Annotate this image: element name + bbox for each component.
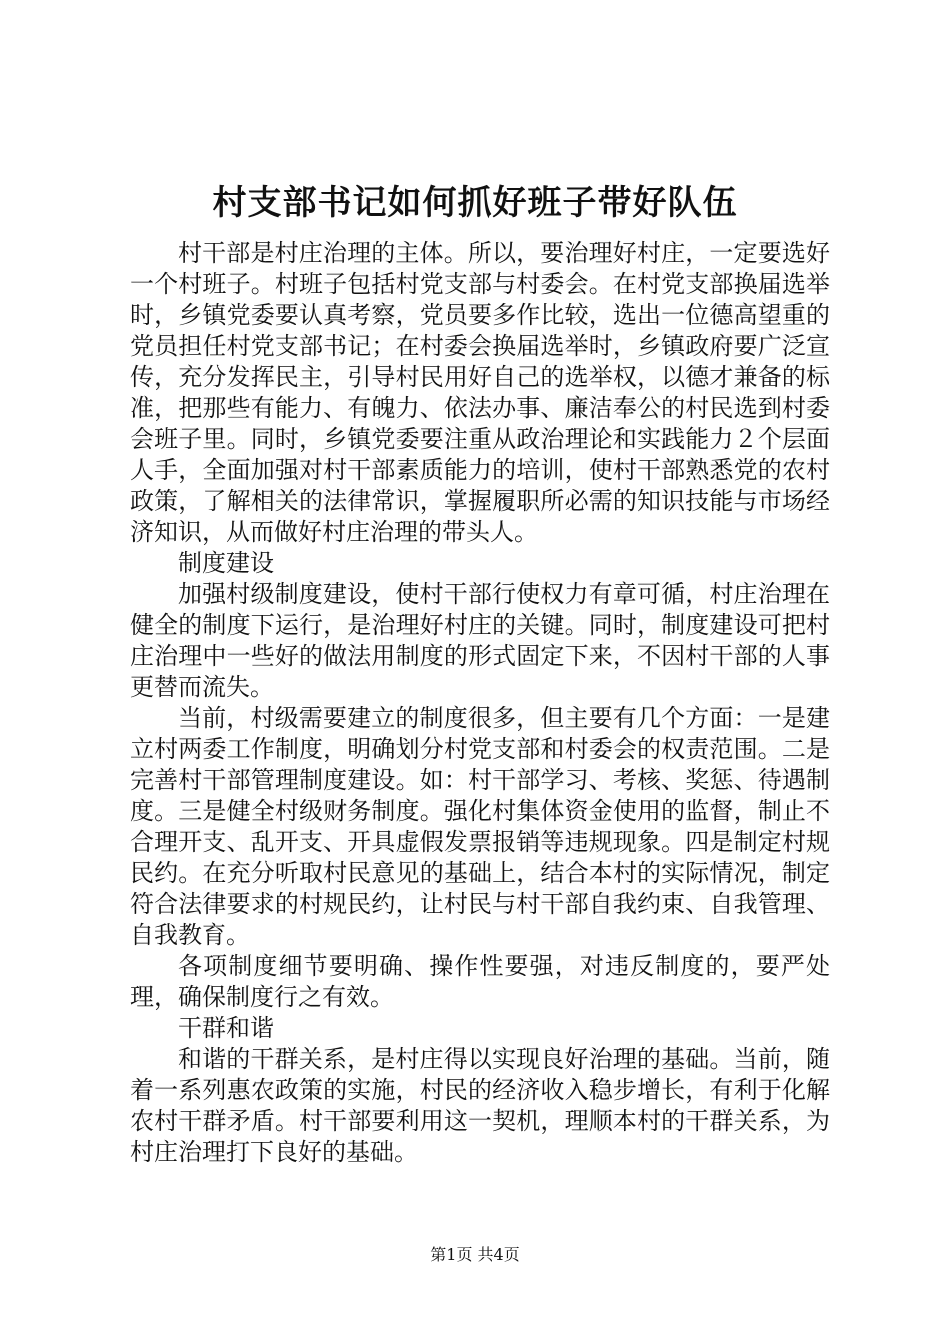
- paragraph-system-intro: 加强村级制度建设，使村干部行使权力有章可循，村庄治理在健全的制度下运行，是治理好村庄的关键。同时，制度建设可把村庄治理中一些好的做法用制度的形式固定下来，不因村干部的人事更替而流失。: [130, 580, 830, 701]
- document-body: [130, 238, 830, 1168]
- section-heading-system: 制度建设: [178, 549, 274, 577]
- paragraph-system-aspects: 当前，村级需要建立的制度很多，但主要有几个方面：一是建立村两委工作制度，明确划分村党支部和村委会的权责范围。二是完善村干部管理制度建设。如：村干部学习、考核、奖惩、待遇制度。三是健全村级财务制度。强化村集体资金使用的监督，制止不合理开支、乱开支、开具虚假发票报销等违规现象。四是制定村规民约。在充分听取村民意见的基础上，结合本村的实际情况，制定符合法律要求的村规民约，让村民与村干部自我约束、自我管理、自我教育。: [130, 704, 830, 949]
- paragraph-system-details: 各项制度细节要明确、操作性要强，对违反制度的，要严处理，确保制度行之有效。: [130, 952, 830, 1011]
- document-title: 村支部书记如何抓好班子带好队伍: [212, 183, 738, 223]
- page-number: 第1页 共4页: [430, 1245, 520, 1264]
- paragraph-intro: 村干部是村庄治理的主体。所以，要治理好村庄，一定要选好一个村班子。村班子包括村党支部与村委会。在村党支部换届选举时，乡镇党委要认真考察，党员要多作比较，选出一位德高望重的党员担任村党支部书记；在村委会换届选举时，乡镇政府要广泛宣传，充分发挥民主，引导村民用好自己的选举权，以德才兼备的标准，把那些有能力、有魄力、依法办事、廉洁奉公的村民选到村委会班子里。同时，乡镇党委要注重从政治理论和实践能力２个层面人手，全面加强对村干部素质能力的培训，使村干部熟悉党的农村政策，了解相关的法律常识，掌握履职所必需的知识技能与市场经济知识，从而做好村庄治理的带头人。: [130, 239, 830, 546]
- paragraph-harmony: 和谐的干群关系，是村庄得以实现良好治理的基础。当前，随着一系列惠农政策的实施，村民的经济收入稳步增长，有利于化解农村干群矛盾。村干部要利用这一契机，理顺本村的干群关系，为村庄治理打下良好的基础。: [130, 1045, 830, 1166]
- section-heading-harmony: 干群和谐: [178, 1014, 274, 1042]
